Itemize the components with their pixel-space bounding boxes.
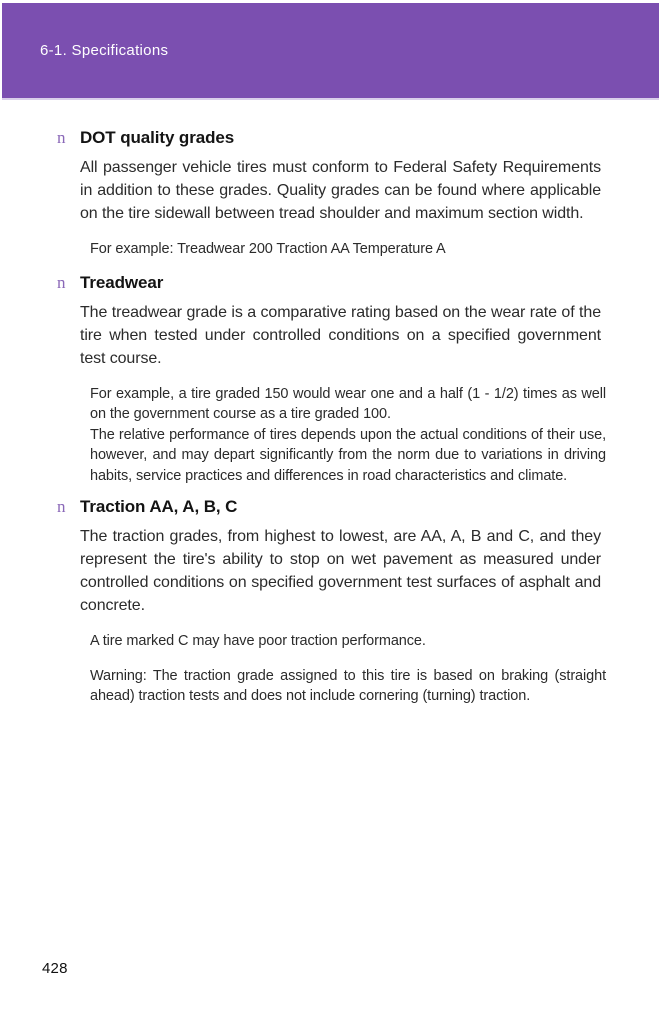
section-traction [0,497,666,707]
section-heading-text: Treadwear [80,272,164,292]
section-note: The relative performance of tires depends upon the actual conditions of their use, however, and may depart significantly from the norm due to variations in driving habits, service practices and differences in road characteristics and climate. [90,426,606,484]
section-body-paragraph: The traction grades, from highest to lowest, are AA, A, B and C, and they represent the tire's ability to stop on wet pavement as measured under controlled conditions on specified government test surfaces of asphalt and concrete. [80,528,601,614]
section-note: For example: Treadwear 200 Traction AA Temperature A [90,241,446,257]
page-number: 428 [42,960,68,977]
section-header-title: 6-1. Specifications [40,42,169,59]
section-heading-row [57,273,666,293]
section-note-warning: Warning: The traction grade assigned to this tire is based on braking (straight ahead) traction tests and does not include cornering (turning) traction. [90,667,606,704]
section-body-paragraph: All passenger vehicle tires must conform to Federal Safety Requirements in addition to these grades. Quality grades can be found where applicable on the tire sidewall between tread shoulder and maximum section width. [80,159,601,222]
section-heading-row [57,128,666,148]
page-content [0,100,666,707]
section-treadwear [0,273,666,487]
section-heading-text: DOT quality grades [80,128,235,147]
section-header-bar [2,3,659,100]
section-heading-row [57,497,666,517]
section-note: For example, a tire graded 150 would wear one and a half (1 - 1/2) times as well on the government course as a tire graded 100. [90,385,606,422]
square-bullet-icon: n [57,497,66,516]
section-note: A tire marked C may have poor traction performance. [90,633,426,649]
section-body-paragraph: The treadwear grade is a comparative rating based on the wear rate of the tire when tested under controlled conditions on a specified government test course. [80,303,601,367]
section-heading-text: Traction AA, A, B, C [80,497,238,516]
section-dot-quality-grades [0,128,666,260]
square-bullet-icon: n [57,128,66,147]
square-bullet-icon: n [57,272,66,292]
